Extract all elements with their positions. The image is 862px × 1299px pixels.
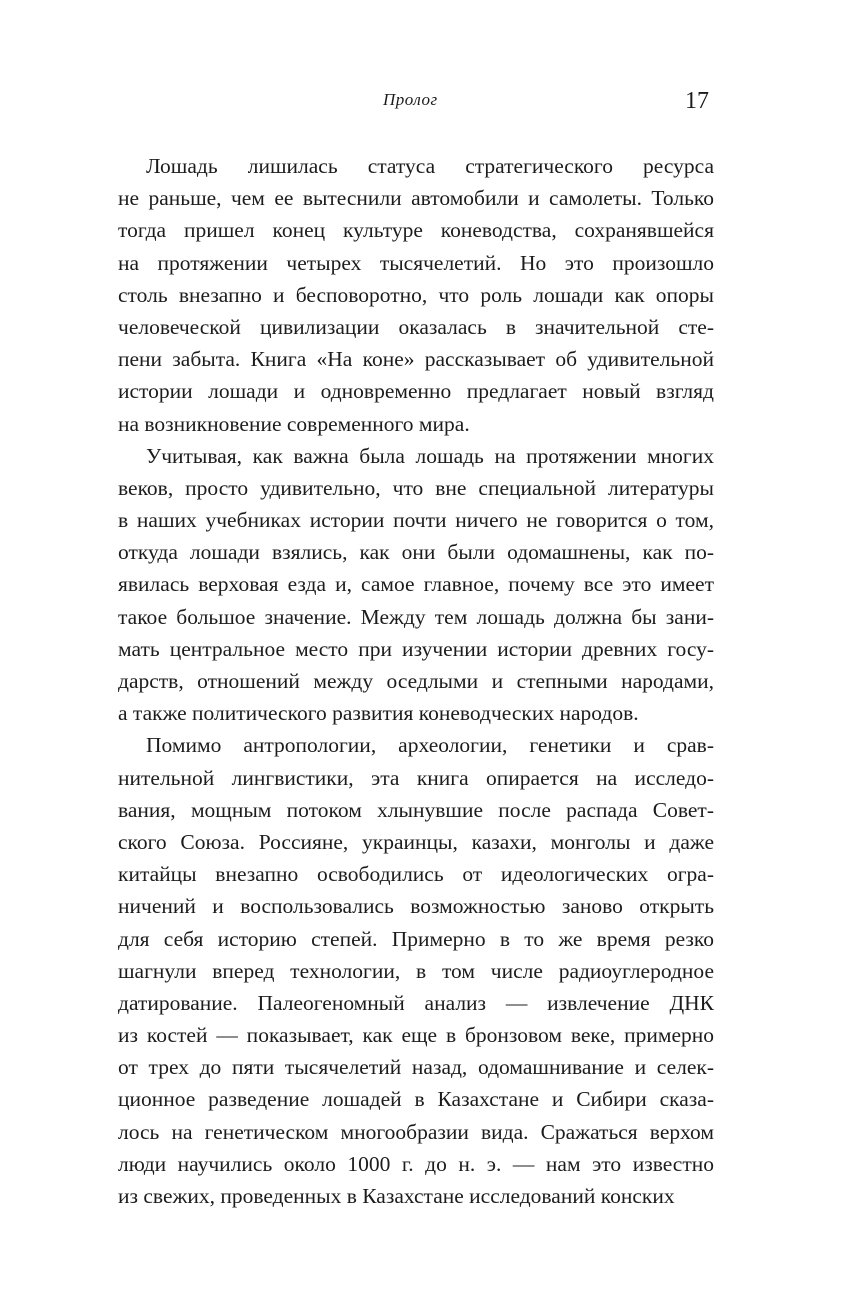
paragraph — [118, 440, 714, 730]
text-line: из костей — показывает, как еще в бронзовом веке, примерно — [118, 1023, 714, 1048]
text-line: ничений и воспользовались возможностью заново открыть — [118, 894, 714, 919]
text-line: китайцы внезапно освободились от идеологических огра- — [118, 862, 714, 887]
text-line: не раньше, чем ее вытеснили автомобили и самолеты. Только — [118, 186, 714, 211]
text-line: Помимо антропологии, археологии, генетики и срав- — [146, 733, 714, 758]
text-line: вания, мощным потоком хлынувшие после распада Совет- — [118, 797, 714, 822]
text-line: веков, просто удивительно, что вне специальной литературы — [118, 475, 714, 500]
text-line: явилась верховая езда и, самое главное, почему все это имеет — [118, 572, 714, 597]
text-line: столь внезапно и бесповоротно, что роль лошади как опоры — [118, 282, 714, 307]
text-line: пени забыта. Книга «На коне» рассказывает об удивительной — [118, 347, 714, 372]
text-line: тогда пришел конец культуре коневодства, сохранявшейся — [118, 218, 714, 243]
text-line: человеческой цивилизации оказалась в значительной сте- — [118, 314, 714, 339]
text-line: нительной лингвистики, эта книга опирается на исследо- — [118, 765, 714, 790]
paragraph — [118, 729, 714, 1212]
text-line: лось на генетическом многообразии вида. Сражаться верхом — [118, 1119, 714, 1144]
text-line: истории лошади и одновременно предлагает новый взгляд — [118, 379, 714, 404]
text-line: для себя историю степей. Примерно в то же время резко — [118, 926, 714, 951]
text-line: датирование. Палеогеномный анализ — извлечение ДНК — [118, 990, 714, 1015]
body-text — [118, 150, 714, 1212]
paragraph — [118, 150, 714, 440]
text-line: такое большое значение. Между тем лошадь должна бы зани- — [118, 604, 714, 629]
text-line: на протяжении четырех тысячелетий. Но это произошло — [118, 250, 714, 275]
text-line: от трех до пяти тысячелетий назад, одомашнивание и селек- — [118, 1055, 714, 1080]
text-line: шагнули вперед технологии, в том числе радиоуглеродное — [118, 958, 714, 983]
text-line: дарств, отношений между оседлыми и степными народами, — [118, 669, 714, 693]
text-line: ционное разведение лошадей в Казахстане и Сибири сказа- — [118, 1087, 714, 1112]
text-line: из свежих, проведенных в Казахстане исследований конских — [118, 1184, 675, 1208]
page-number: 17 — [685, 88, 709, 114]
text-line: Лошадь лишилась статуса стратегического ресурса — [146, 154, 714, 178]
text-line: в наших учебниках истории почти ничего не говорится о том, — [118, 508, 714, 533]
running-title: Пролог — [383, 90, 438, 109]
text-line: люди научились около 1000 г. до н. э. — нам это известно — [118, 1151, 714, 1176]
text-line: на возникновение современного мира. — [118, 411, 470, 436]
text-line: Учитывая, как важна была лошадь на протяжении многих — [146, 443, 714, 468]
running-head — [0, 88, 862, 118]
text-line: ского Союза. Россияне, украинцы, казахи, монголы и даже — [118, 829, 714, 854]
text-line: а также политического развития коневодческих народов. — [118, 701, 639, 726]
text-line: откуда лошади взялись, как они были одомашнены, как по- — [118, 540, 714, 565]
text-line: мать центральное место при изучении истории древних госу- — [118, 636, 714, 661]
